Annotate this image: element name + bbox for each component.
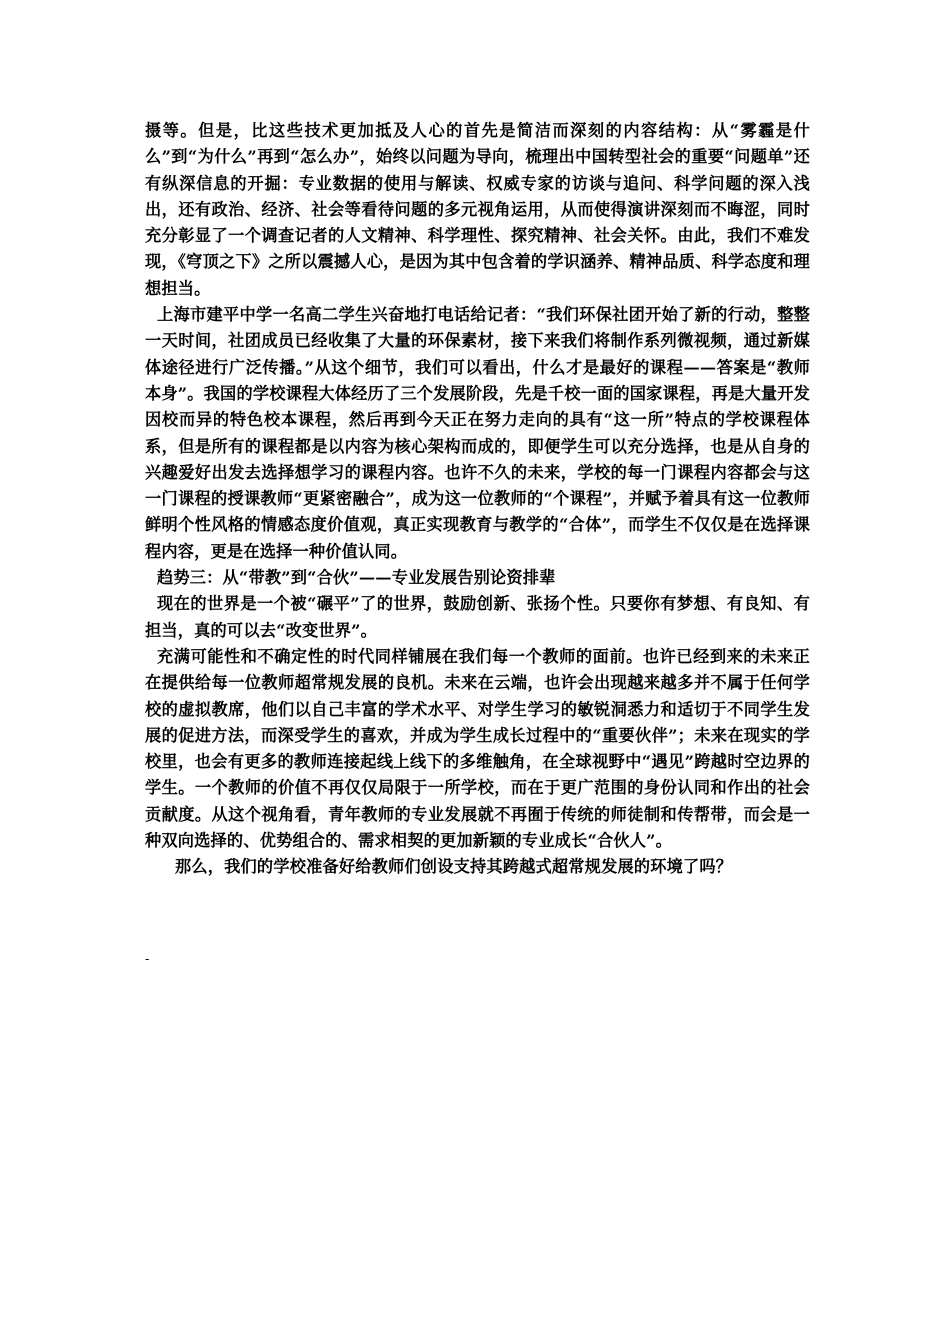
paragraph-closing-question: 那么，我们的学校准备好给教师们创设支持其跨越式超常规发展的环境了吗？ [175,857,733,877]
paragraph-flat-world: 现在的世界是一个被“碾平”了的世界，鼓励创新、张扬个性。只要你有梦想、有良知、有担当，真的可以去“改变世界”。 [145,594,810,640]
document-body [145,118,810,881]
paragraph-future-teachers: 充满可能性和不确定性的时代同样铺展在我们每一个教师的面前。也许已经到来的未来正在提供给每一位教师超常规发展的良机。未来在云端，也许会出现越来越多并不属于任何学校的虚拟教席，他们以自己丰富的学术水平、对学生学习的敏锐洞悉力和适切于不同学生发展的促进方法，而深受学生的喜欢，并成为学生成长过程中的“重要伙伴”；未来在现实的学校里，也会有更多的教师连接起线上线下的多维触角，在全球视野中“遇见”跨越时空边界的学生。一个教师的价值不再仅仅局限于一所学校，而在于更广范围的身份认同和作出的社会贡献度。从这个视角看，青年教师的专业发展就不再囿于传统的师徒制和传帮带，而会是一种双向选择的、优势组合的、需求相契的更加新颖的专业成长“合伙人”。 [145,646,810,851]
section-heading-trend-three: 趋势三：从“带教”到“合伙”——专业发展告别论资排辈 [157,568,556,588]
paragraph-course-example: 上海市建平中学一名高二学生兴奋地打电话给记者：“我们环保社团开始了新的行动，整整一天时间，社团成员已经收集了大量的环保素材，接下来我们将制作系列微视频，通过新媒体途径进行广泛传播。”从这个细节，我们可以看出，什么才是最好的课程——答案是“教师本身”。我国的学校课程大体经历了三个发展阶段，先是千校一面的国家课程，再是大量开发因校而异的特色校本课程，然后再到今天正在努力走向的具有“这一所”特点的学校课程体系，但是所有的课程都是以内容为核心架构而成的，即便学生可以充分选择，也是从自身的兴趣爱好出发去选择想学习的课程内容。也许不久的未来，学校的每一门课程内容都会与这一门课程的授课教师“更紧密融合”，成为这一位教师的“个课程”，并赋予着具有这一位教师鲜明个性风格的情感态度价值观，真正实现教育与教学的“合体”，而学生不仅仅是在选择课程内容，更是在选择一种价值认同。 [145,305,811,561]
paragraph-continuation: 摄等。但是，比这些技术更加抵及人心的首先是简洁而深刻的内容结构：从“雾霾是什么”到“为什么”再到“怎么办”，始终以问题为导向，梳理出中国转型社会的重要“问题单”还有纵深信息的开掘：专业数据的使用与解读、权威专家的访谈与追问、科学问题的深入浅出，还有政治、经济、社会等看待问题的多元视角运用，从而使得演讲深刻而不晦涩，同时充分彰显了一个调查记者的人文精神、科学理性、探究精神、社会关怀。由此，我们不难发现，《穹顶之下》之所以震撼人心，是因为其中包含着的学识涵养、精神品质、科学态度和理想担当。 [145,121,810,298]
trailing-mark: - [145,952,150,966]
